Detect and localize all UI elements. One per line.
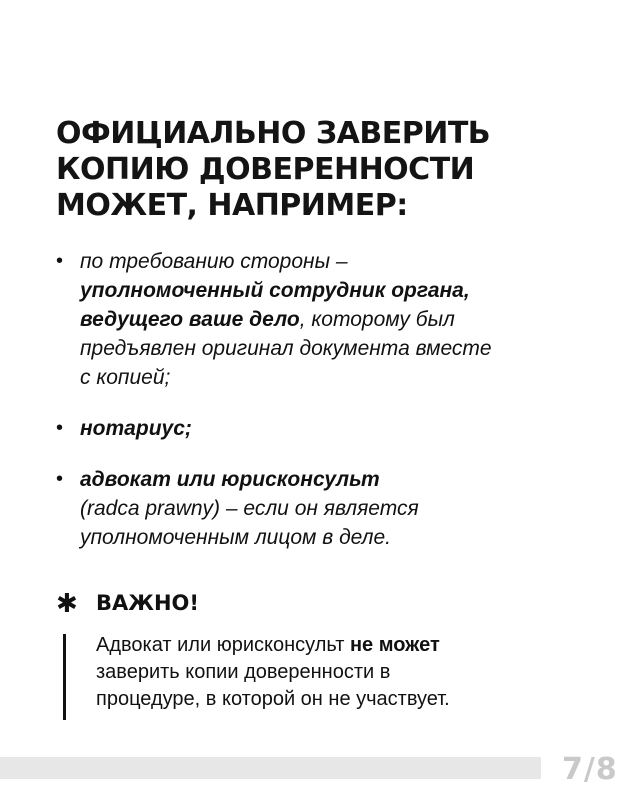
bullet-marker: • [56,468,64,490]
important-bold: не может [349,634,440,656]
item1-bold-1: уполномоченный сотрудник органа, [80,279,470,302]
item3-bold: адвокат или юрисконсульт [80,468,380,491]
title-line-2: КОПИЮ ДОВЕРЕННОСТИ [56,152,475,187]
title-line-1: ОФИЦИАЛЬНО ЗАВЕРИТЬ [56,116,491,151]
page-number: 7/8 [562,752,618,787]
item1-line5: с копией; [80,366,171,389]
item3-line2: (radca prawny) – если он является [80,497,419,520]
bullet-marker: • [56,417,64,439]
footer-bar [0,757,541,779]
important-body [56,632,576,713]
page-title [56,116,576,224]
quote-bar [63,634,66,720]
item2-bold: нотариус; [80,417,192,440]
important-note [56,588,576,713]
important-heading: ВАЖНО! [96,591,199,615]
item1-line4: предъявлен оригинал документа вместе [80,337,492,360]
important-header [56,588,576,618]
important-line2: заверить копии доверенности в [96,661,391,683]
asterisk-icon: ✱ [56,588,78,618]
title-line-3: МОЖЕТ, НАПРИМЕР: [56,188,408,223]
item1-bold-2: ведущего ваше дело [80,308,300,331]
list-item [56,414,576,443]
list-item [56,465,576,552]
item3-line3: уполномоченным лицом в деле. [80,526,392,549]
item1-line1: по требованию стороны – [80,250,348,273]
item1-line3-rest: , которому был [299,308,455,331]
list-item [56,247,576,392]
important-line1: Адвокат или юрисконсульт [96,634,350,656]
important-line3: процедуре, в которой он не участвует. [96,688,450,710]
bullet-marker: • [56,250,64,272]
bullet-list [56,247,576,552]
